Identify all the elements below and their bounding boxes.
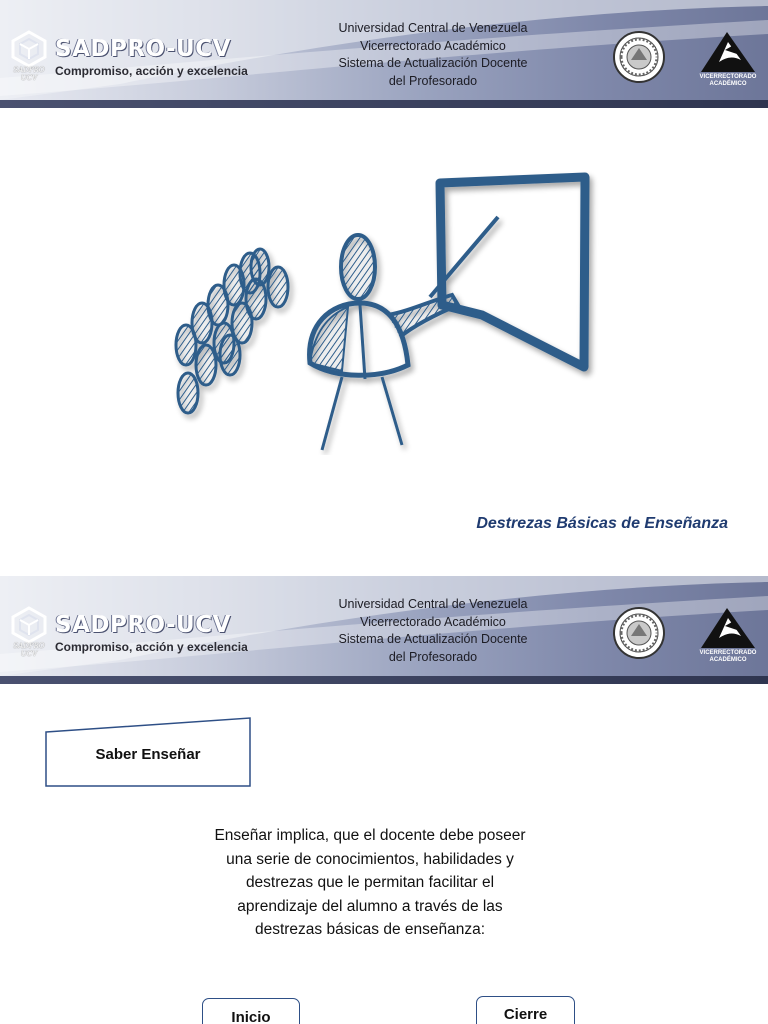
vicerrectorado-logo-icon — [697, 30, 759, 74]
institution-block — [324, 596, 542, 666]
body-line: una serie de conocimientos, habilidades y — [226, 850, 514, 868]
body-line: destrezas que le permitan facilitar el — [245, 874, 495, 891]
header-bottom-bar — [0, 100, 768, 108]
body-line: aprendizaje del alumno a través de las — [237, 897, 503, 915]
brand-subtitle: Compromiso, acción y excelencia — [55, 640, 248, 654]
brand-subtitle: Compromiso, acción y excelencia — [55, 64, 248, 78]
slide-content-page — [0, 576, 768, 1024]
institution-line: del Profesorado — [388, 73, 478, 88]
institution-block — [324, 20, 542, 90]
institution-line: Vicerrectorado Académico — [360, 614, 506, 629]
body-paragraph — [170, 824, 570, 942]
header-bottom-bar — [0, 676, 768, 684]
slide-header — [0, 0, 768, 108]
institution-line: Sistema de Actualización Docente — [338, 56, 528, 70]
slide-header — [0, 576, 768, 684]
slide-title: Destrezas Básicas de Enseñanza — [476, 515, 728, 532]
university-seal-icon — [612, 30, 666, 84]
body-line: destrezas básicas de enseñanza: — [254, 921, 486, 938]
vicerrectorado-label: VICERRECTORADO ACADÉMICO — [699, 650, 757, 663]
vicerrectorado-logo-icon — [697, 606, 759, 650]
body-line: Enseñar implica, que el docente debe poseer — [214, 827, 526, 844]
logo-caption: SADPRO UCV — [13, 66, 45, 82]
brand-title: SADPRO-UCV — [55, 612, 231, 638]
sadpro-logo-icon — [10, 606, 48, 644]
institution-line: Universidad Central de Venezuela — [338, 597, 528, 611]
logo-caption: SADPRO UCV — [13, 642, 45, 658]
institution-line: Vicerrectorado Académico — [360, 38, 506, 53]
section-label: Saber Enseñar — [95, 746, 201, 763]
institution-line: del Profesorado — [388, 649, 478, 664]
teacher-presenting-illustration — [160, 165, 600, 455]
institution-line: Sistema de Actualización Docente — [338, 632, 528, 646]
sadpro-logo-icon — [10, 30, 48, 68]
brand-title: SADPRO-UCV — [55, 36, 231, 62]
section-label-box — [44, 716, 252, 788]
university-seal-icon — [612, 606, 666, 660]
inicio-button[interactable]: Inicio — [202, 998, 300, 1024]
vicerrectorado-label: VICERRECTORADO ACADÉMICO — [699, 74, 757, 87]
institution-line: Universidad Central de Venezuela — [338, 21, 528, 35]
cierre-button[interactable]: Cierre — [476, 996, 575, 1024]
slide-separator — [0, 566, 768, 576]
